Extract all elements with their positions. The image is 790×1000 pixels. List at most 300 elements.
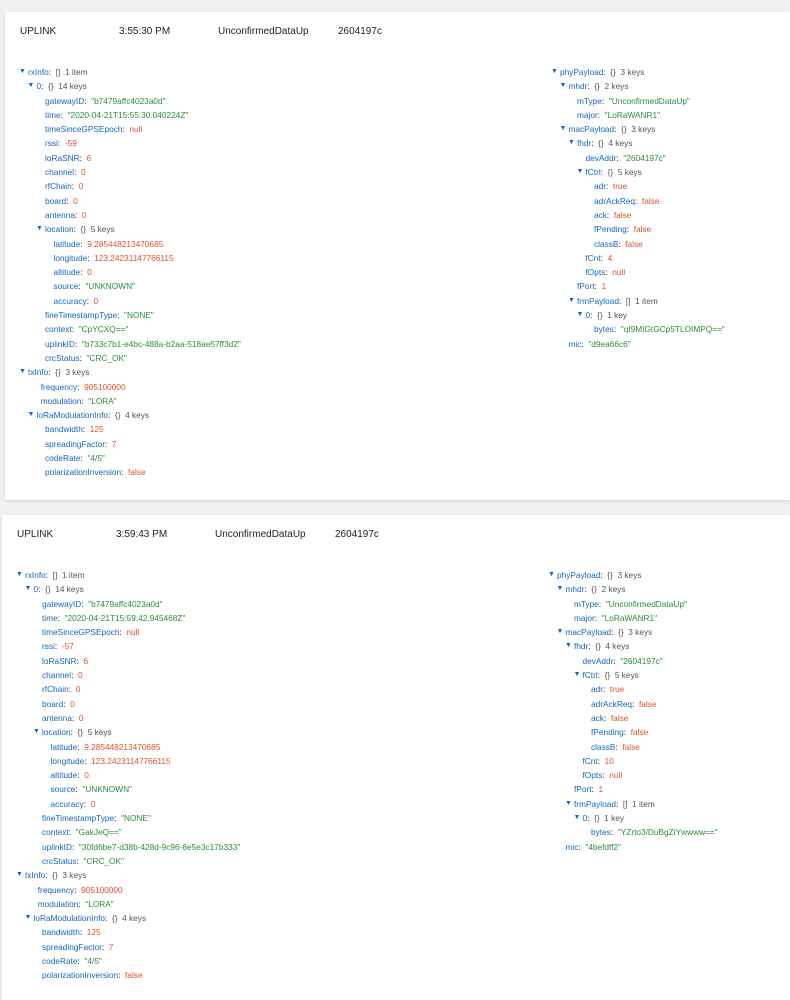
tree-leaf-uplinkid: uplinkID: "30fd6be7-d38b-428d-9c96-6e5e3c17b333": [42, 841, 241, 852]
tree-value: {}: [607, 167, 614, 178]
tree-node-rxinfo[interactable]: ▼ rxInfo: [] 1 item: [16, 568, 240, 582]
tree-key: fCnt: [582, 755, 598, 766]
tree-value: {}: [597, 310, 603, 321]
tree-value: 125: [89, 424, 104, 435]
tree-value: "d9ea66c6": [588, 338, 631, 349]
tree-key: uplinkID: [42, 841, 72, 852]
tree-key: adr: [591, 684, 603, 695]
tree-key: 0: [582, 813, 588, 824]
expand-arrow-icon[interactable]: ▼: [559, 82, 567, 90]
frame-type: UPLINK: [20, 26, 57, 37]
tree-key: 0: [36, 81, 42, 92]
tree-leaf-timesincegpsepoch: timeSinceGPSEpoch: null: [45, 124, 143, 135]
tree-leaf-adrackreq: adrAckReq: false: [591, 698, 657, 709]
tree-key: ack: [591, 712, 604, 723]
tree-value: []: [52, 570, 58, 580]
tree-value: -57: [61, 641, 74, 652]
expand-arrow-icon[interactable]: ▼: [36, 225, 43, 233]
tree-leaf-fport: fPort: 1: [577, 281, 607, 292]
tree-leaf-spreadingfactor: spreadingFactor: 7: [42, 941, 114, 952]
tree-leaf-channel: channel: 0: [42, 670, 83, 681]
tree-node-mhdr[interactable]: ▼ mhdr: {} 2 keys: [548, 582, 718, 596]
tree-node-fctrl[interactable]: ▼ fCtrl: {} 5 keys: [548, 668, 718, 682]
tree-value: null: [129, 124, 143, 135]
tree-leaf-major: major: "LoRaWANR1": [574, 612, 658, 623]
expand-arrow-icon[interactable]: ▼: [556, 628, 564, 636]
tree-leaf-fpending: fPending: false: [594, 224, 652, 235]
tree-value: "qI9MIGtGCp5TLOIMPQ==": [620, 324, 725, 335]
tree-value: 0: [70, 698, 75, 709]
tree-value: false: [638, 698, 657, 709]
tree-leaf-context: context: "CpYCXQ==": [45, 324, 129, 335]
tree-count: 4 keys: [608, 138, 633, 149]
tree-key: fCnt: [585, 252, 601, 263]
tree-key: bandwidth: [42, 927, 80, 938]
tree-node-mhdr[interactable]: ▼ mhdr: {} 2 keys: [551, 79, 725, 93]
tree-key: 0: [585, 310, 591, 321]
tree-leaf-rfchain: rfChain: 0: [42, 684, 81, 695]
tree-value: null: [612, 267, 626, 278]
tree-count: 2 keys: [604, 81, 629, 92]
tree-node-location[interactable]: ▼ location: {} 5 keys: [16, 725, 240, 739]
tree-key: fineTimestampType: [42, 813, 115, 824]
tree-value: 123.24231147766115: [91, 755, 171, 766]
tree-key: macPayload: [565, 627, 612, 638]
tree-leaf-bytes: bytes: "qI9MIGtGCp5TLOIMPQ==": [594, 324, 725, 335]
tree-key: 0: [33, 584, 39, 595]
tree-value: 10: [604, 755, 614, 766]
tree-leaf-latitude: latitude: 9.285448213470685: [50, 741, 161, 752]
tree-key: polarizationInversion: [45, 467, 122, 478]
tree-count: 1 item: [61, 570, 85, 580]
expand-arrow-icon[interactable]: ▼: [16, 571, 23, 578]
tree-node-txinfo[interactable]: ▼ txInfo: {} 3 keys: [16, 868, 240, 882]
tree-key: polarizationInversion: [42, 970, 119, 981]
tree-value: {}: [80, 224, 87, 235]
tree-key: spreadingFactor: [42, 941, 102, 952]
tree-value: 0: [81, 209, 87, 220]
tree-key: channel: [45, 167, 75, 178]
expand-arrow-icon[interactable]: ▼: [27, 411, 35, 419]
tree-key: mType: [577, 95, 602, 106]
expand-arrow-icon[interactable]: ▼: [551, 68, 558, 75]
tree-value: 0: [87, 267, 92, 278]
tree-key: mhdr: [565, 584, 585, 595]
tree-leaf-fcnt: fCnt: 10: [582, 755, 614, 766]
tree-value: "YZrto3/DuBgZiYwwww==": [617, 827, 718, 838]
tree-leaf-frequency: frequency: 905100000: [40, 381, 126, 392]
tree-value: true: [612, 181, 628, 192]
tree-value: "CRC_OK": [83, 855, 124, 866]
tree-key: board: [45, 195, 67, 206]
tree-key: major: [574, 612, 595, 623]
tree-leaf-polarizationinversion: polarizationInversion: false: [42, 970, 143, 981]
tree-count: 5 keys: [87, 727, 112, 738]
tree-key: timeSinceGPSEpoch: [45, 124, 123, 135]
tree-key: modulation: [37, 898, 79, 909]
tree-count: 4 keys: [125, 410, 150, 421]
tree-count: 4 keys: [122, 913, 147, 924]
expand-arrow-icon[interactable]: ▼: [568, 296, 575, 304]
tree-key: fPending: [594, 224, 627, 235]
tree-key: fCtrl: [582, 670, 598, 681]
tree-value: "b7479affc4023a0d": [88, 598, 163, 609]
tree-node-0[interactable]: ▼ 0: {} 14 keys: [19, 79, 241, 93]
tree-value: "LORA": [88, 395, 117, 406]
tree-leaf-source: source: "UNKNOWN": [53, 281, 136, 292]
tree-leaf-finetimestamptype: fineTimestampType: "NONE": [45, 310, 154, 321]
tree-node-fhdr[interactable]: ▼ fhdr: {} 4 keys: [551, 136, 725, 150]
tree-value: 125: [86, 927, 101, 938]
tree-value: "CpYCXQ==": [78, 324, 129, 335]
tree-leaf-accuracy: accuracy: 0: [50, 798, 96, 809]
tree-key: phyPayload: [557, 570, 601, 580]
tree-key: mhdr: [568, 81, 588, 92]
tree-value: false: [128, 467, 146, 478]
tree-node-frmpayload[interactable]: ▼ frmPayload: [] 1 item: [551, 294, 725, 308]
json-tree-right: [548, 568, 718, 854]
tree-node-fctrl[interactable]: ▼ fCtrl: {} 5 keys: [551, 165, 725, 179]
tree-value: -59: [64, 138, 77, 149]
tree-key: macPayload: [568, 124, 615, 135]
tree-key: codeRate: [42, 956, 78, 967]
tree-value: "b733c7b1-e4bc-488a-b2aa-518ae57ff3d2": [81, 338, 241, 349]
expand-arrow-icon[interactable]: ▼: [24, 585, 32, 593]
frame-type: UPLINK: [17, 529, 54, 540]
tree-node-macpayload[interactable]: ▼ macPayload: {} 3 keys: [548, 625, 718, 639]
tree-node-frmpayload[interactable]: ▼ frmPayload: [] 1 item: [548, 797, 718, 811]
frame-devaddr: 2604197c: [338, 26, 382, 37]
tree-value: "UNKNOWN": [82, 784, 133, 795]
tree-key: fPort: [577, 281, 595, 292]
tree-value: "UnconfirmedDataUp": [608, 95, 690, 106]
tree-leaf-rssi: rssi: -59: [45, 138, 77, 149]
frame-mtype: UnconfirmedDataUp: [218, 26, 309, 37]
tree-value: null: [609, 770, 623, 781]
tree-key: context: [42, 827, 69, 838]
expand-arrow-icon[interactable]: ▼: [24, 914, 32, 922]
tree-key: rxInfo: [28, 67, 49, 77]
tree-key: spreadingFactor: [45, 438, 105, 449]
tree-value: []: [625, 295, 631, 306]
frame-time: 3:55:30 PM: [119, 26, 171, 37]
tree-value: 1: [598, 784, 604, 795]
tree-value: 905100000: [81, 884, 123, 895]
tree-leaf-fopts: fOpts: null: [582, 770, 623, 781]
tree-key: fCtrl: [585, 167, 601, 178]
tree-count: 3 keys: [628, 627, 653, 638]
tree-leaf-frequency: frequency: 905100000: [37, 884, 123, 895]
expand-arrow-icon[interactable]: ▼: [559, 125, 567, 133]
tree-count: 1 item: [632, 798, 655, 809]
tree-key: loRaModulationInfo: [36, 410, 108, 421]
tree-value: {}: [607, 570, 613, 580]
tree-leaf-modulation: modulation: "LORA": [37, 898, 114, 909]
tree-key: fPending: [591, 727, 624, 738]
expand-arrow-icon[interactable]: ▼: [33, 728, 40, 736]
tree-key: fhdr: [574, 641, 589, 652]
tree-key: altitude: [50, 770, 78, 781]
tree-leaf-bytes: bytes: "YZrto3/DuBgZiYwwww==": [591, 827, 718, 838]
tree-value: false: [125, 970, 143, 981]
frame-devaddr: 2604197c: [335, 529, 379, 540]
tree-value: "b7479affc4023a0d": [91, 95, 166, 106]
tree-value: "GakJeQ==": [75, 827, 122, 838]
tree-leaf-adr: adr: true: [594, 181, 628, 192]
tree-value: 0: [81, 167, 86, 178]
tree-leaf-fpending: fPending: false: [591, 727, 649, 738]
tree-node-rxinfo[interactable]: ▼ rxInfo: [] 1 item: [19, 65, 241, 79]
tree-leaf-polarizationinversion: polarizationInversion: false: [45, 467, 146, 478]
tree-leaf-timesincegpsepoch: timeSinceGPSEpoch: null: [42, 627, 140, 638]
tree-value: {}: [55, 367, 61, 378]
tree-value: "LoRaWANR1": [601, 612, 658, 623]
tree-key: context: [45, 324, 72, 335]
tree-key: gatewayID: [42, 598, 82, 609]
tree-node-txinfo[interactable]: ▼ txInfo: {} 3 keys: [19, 365, 241, 379]
tree-leaf-devaddr: devAddr: "2604197c": [585, 152, 666, 163]
tree-value: 0: [78, 181, 84, 192]
tree-count: 3 keys: [617, 570, 642, 580]
expand-arrow-icon[interactable]: ▼: [573, 814, 581, 822]
tree-leaf-time: time: "2020-04-21T15:55:30.040224Z": [45, 109, 189, 120]
tree-key: channel: [42, 670, 72, 681]
tree-leaf-longitude: longitude: 123.24231147766115: [53, 252, 174, 263]
tree-leaf-rfchain: rfChain: 0: [45, 181, 84, 192]
tree-value: {}: [77, 727, 84, 738]
tree-key: source: [53, 281, 79, 292]
tree-node-0[interactable]: ▼ 0: {} 14 keys: [16, 582, 240, 596]
tree-leaf-altitude: altitude: 0: [50, 770, 89, 781]
expand-arrow-icon[interactable]: ▼: [548, 571, 555, 578]
tree-key: longitude: [50, 755, 85, 766]
tree-count: 3 keys: [62, 870, 87, 881]
tree-key: txInfo: [28, 367, 49, 378]
tree-value: 4: [607, 252, 613, 263]
tree-value: {}: [598, 138, 604, 149]
tree-leaf-board: board: 0: [42, 698, 75, 709]
expand-arrow-icon[interactable]: ▼: [576, 168, 584, 176]
tree-node-fhdr[interactable]: ▼ fhdr: {} 4 keys: [548, 639, 718, 653]
uplink-card-0: [5, 12, 790, 500]
tree-count: 14 keys: [55, 584, 84, 595]
expand-arrow-icon[interactable]: ▼: [565, 642, 572, 650]
tree-leaf-gatewayid: gatewayID: "b7479affc4023a0d": [42, 598, 163, 609]
tree-leaf-accuracy: accuracy: 0: [53, 295, 99, 306]
tree-value: {}: [604, 670, 611, 681]
tree-value: "2020-04-21T15:59:42.945468Z": [64, 612, 186, 623]
tree-leaf-coderate: codeRate: "4/5": [42, 956, 102, 967]
tree-key: adrAckReq: [594, 195, 636, 206]
tree-leaf-antenna: antenna: 0: [42, 712, 84, 723]
tree-node-macpayload[interactable]: ▼ macPayload: {} 3 keys: [551, 122, 725, 136]
expand-arrow-icon[interactable]: ▼: [16, 871, 23, 879]
expand-arrow-icon[interactable]: ▼: [573, 671, 581, 679]
tree-key: ack: [594, 209, 607, 220]
tree-node-location[interactable]: ▼ location: {} 5 keys: [19, 222, 241, 236]
expand-arrow-icon[interactable]: ▼: [19, 68, 26, 75]
expand-arrow-icon[interactable]: ▼: [556, 585, 564, 593]
tree-leaf-antenna: antenna: 0: [45, 209, 87, 220]
tree-key: loRaModulationInfo: [33, 913, 105, 924]
tree-node-phypayload[interactable]: ▼ phyPayload: {} 3 keys: [551, 65, 725, 79]
tree-leaf-uplinkid: uplinkID: "b733c7b1-e4bc-488a-b2aa-518ae57ff3d2": [45, 338, 241, 349]
tree-leaf-classb: classB: false: [591, 741, 640, 752]
tree-key: codeRate: [45, 453, 81, 464]
tree-value: "LORA": [85, 898, 114, 909]
tree-value: {}: [114, 410, 121, 421]
tree-key: frequency: [40, 381, 78, 392]
tree-leaf-altitude: altitude: 0: [53, 267, 92, 278]
tree-value: {}: [595, 641, 601, 652]
expand-arrow-icon[interactable]: ▼: [568, 139, 575, 147]
tree-key: longitude: [53, 252, 88, 263]
tree-value: 0: [78, 670, 83, 681]
tree-value: "2604197c": [623, 152, 666, 163]
tree-leaf-gatewayid: gatewayID: "b7479affc4023a0d": [45, 95, 166, 106]
tree-key: rssi: [42, 641, 55, 652]
expand-arrow-icon[interactable]: ▼: [19, 368, 26, 376]
tree-leaf-longitude: longitude: 123.24231147766115: [50, 755, 171, 766]
tree-value: 0: [75, 684, 81, 695]
tree-leaf-bandwidth: bandwidth: 125: [45, 424, 104, 435]
tree-key: timeSinceGPSEpoch: [42, 627, 120, 638]
tree-key: bytes: [591, 827, 611, 838]
tree-value: {}: [52, 870, 58, 881]
tree-key: bytes: [594, 324, 614, 335]
tree-key: antenna: [42, 712, 72, 723]
tree-leaf-coderate: codeRate: "4/5": [45, 453, 105, 464]
tree-value: 0: [73, 195, 78, 206]
tree-value: {}: [48, 81, 54, 92]
tree-value: {}: [594, 81, 600, 92]
tree-key: latitude: [53, 238, 81, 249]
tree-key: fPort: [574, 784, 592, 795]
tree-value: "4/5": [87, 453, 105, 464]
tree-value: {}: [621, 124, 627, 135]
tree-leaf-adrackreq: adrAckReq: false: [594, 195, 660, 206]
tree-leaf-time: time: "2020-04-21T15:59:42.945468Z": [42, 612, 186, 623]
tree-key: adr: [594, 181, 606, 192]
tree-key: devAddr: [582, 655, 614, 666]
tree-value: 123.24231147766115: [94, 252, 174, 263]
tree-value: 6: [83, 655, 89, 666]
tree-key: classB: [591, 741, 616, 752]
tree-node-loramodulationinfo[interactable]: ▼ loRaModulationInfo: {} 4 keys: [16, 911, 240, 925]
tree-key: loRaSNR: [42, 655, 77, 666]
tree-value: 1: [601, 281, 607, 292]
expand-arrow-icon[interactable]: ▼: [565, 799, 572, 807]
tree-value: "2020-04-21T15:55:30.040224Z": [67, 109, 189, 120]
expand-arrow-icon[interactable]: ▼: [576, 311, 584, 319]
tree-node-phypayload[interactable]: ▼ phyPayload: {} 3 keys: [548, 568, 718, 582]
tree-value: 0: [90, 798, 96, 809]
uplink-card-1: [2, 515, 790, 1000]
tree-count: 2 keys: [601, 584, 626, 595]
tree-leaf-adr: adr: true: [591, 684, 625, 695]
tree-key: location: [45, 224, 74, 235]
tree-leaf-context: context: "GakJeQ==": [42, 827, 122, 838]
tree-key: fOpts: [582, 770, 603, 781]
tree-leaf-classb: classB: false: [594, 238, 643, 249]
tree-value: false: [630, 727, 649, 738]
tree-key: time: [45, 109, 61, 120]
tree-leaf-rssi: rssi: -57: [42, 641, 74, 652]
tree-count: 5 keys: [614, 670, 639, 681]
tree-key: rssi: [45, 138, 58, 149]
tree-key: bandwidth: [45, 424, 83, 435]
tree-key: frmPayload: [577, 295, 619, 306]
tree-value: {}: [618, 627, 624, 638]
tree-key: loRaSNR: [45, 152, 80, 163]
tree-leaf-latitude: latitude: 9.285448213470685: [53, 238, 164, 249]
tree-key: mic: [565, 841, 579, 852]
tree-value: "30fd6be7-d38b-428d-9c96-6e5e3c17b333": [78, 841, 241, 852]
tree-node-0[interactable]: ▼ 0: {} 1 key: [551, 308, 725, 322]
tree-leaf-mtype: mType: "UnconfirmedDataUp": [574, 598, 687, 609]
tree-leaf-channel: channel: 0: [45, 167, 86, 178]
tree-node-0[interactable]: ▼ 0: {} 1 key: [548, 811, 718, 825]
tree-leaf-devaddr: devAddr: "2604197c": [582, 655, 663, 666]
tree-node-loramodulationinfo[interactable]: ▼ loRaModulationInfo: {} 4 keys: [19, 408, 241, 422]
tree-key: adrAckReq: [591, 698, 633, 709]
tree-value: "NONE": [124, 310, 154, 321]
expand-arrow-icon[interactable]: ▼: [27, 82, 35, 90]
tree-key: mic: [568, 338, 582, 349]
frame-mtype: UnconfirmedDataUp: [215, 529, 306, 540]
tree-key: gatewayID: [45, 95, 85, 106]
tree-leaf-finetimestamptype: fineTimestampType: "NONE": [42, 813, 151, 824]
tree-value: "NONE": [121, 813, 151, 824]
tree-key: fOpts: [585, 267, 606, 278]
tree-leaf-fport: fPort: 1: [574, 784, 604, 795]
tree-value: true: [609, 684, 625, 695]
tree-count: 1 key: [607, 310, 628, 321]
tree-key: fineTimestampType: [45, 310, 118, 321]
tree-key: rxInfo: [25, 570, 46, 580]
tree-leaf-modulation: modulation: "LORA": [40, 395, 117, 406]
tree-value: {}: [594, 813, 600, 824]
tree-key: fhdr: [577, 138, 592, 149]
json-tree-left: [19, 65, 241, 480]
frame-time: 3:59:43 PM: [116, 529, 168, 540]
tree-key: classB: [594, 238, 619, 249]
tree-value: "UnconfirmedDataUp": [605, 598, 687, 609]
tree-key: modulation: [40, 395, 82, 406]
tree-count: 1 item: [635, 295, 658, 306]
tree-key: board: [42, 698, 64, 709]
tree-count: 1 item: [64, 67, 88, 77]
tree-key: latitude: [50, 741, 78, 752]
tree-value: 0: [84, 770, 89, 781]
tree-leaf-board: board: 0: [45, 195, 78, 206]
tree-key: phyPayload: [560, 67, 604, 77]
tree-key: accuracy: [50, 798, 84, 809]
tree-key: altitude: [53, 267, 81, 278]
tree-count: 3 keys: [65, 367, 90, 378]
tree-count: 1 key: [604, 813, 625, 824]
tree-count: 5 keys: [90, 224, 115, 235]
tree-value: 7: [108, 941, 114, 952]
tree-value: []: [622, 798, 628, 809]
tree-value: {}: [591, 584, 597, 595]
tree-key: source: [50, 784, 76, 795]
tree-value: false: [622, 741, 640, 752]
tree-key: time: [42, 612, 58, 623]
tree-value: "LoRaWANR1": [604, 109, 661, 120]
tree-key: antenna: [45, 209, 75, 220]
tree-value: 0: [93, 295, 99, 306]
